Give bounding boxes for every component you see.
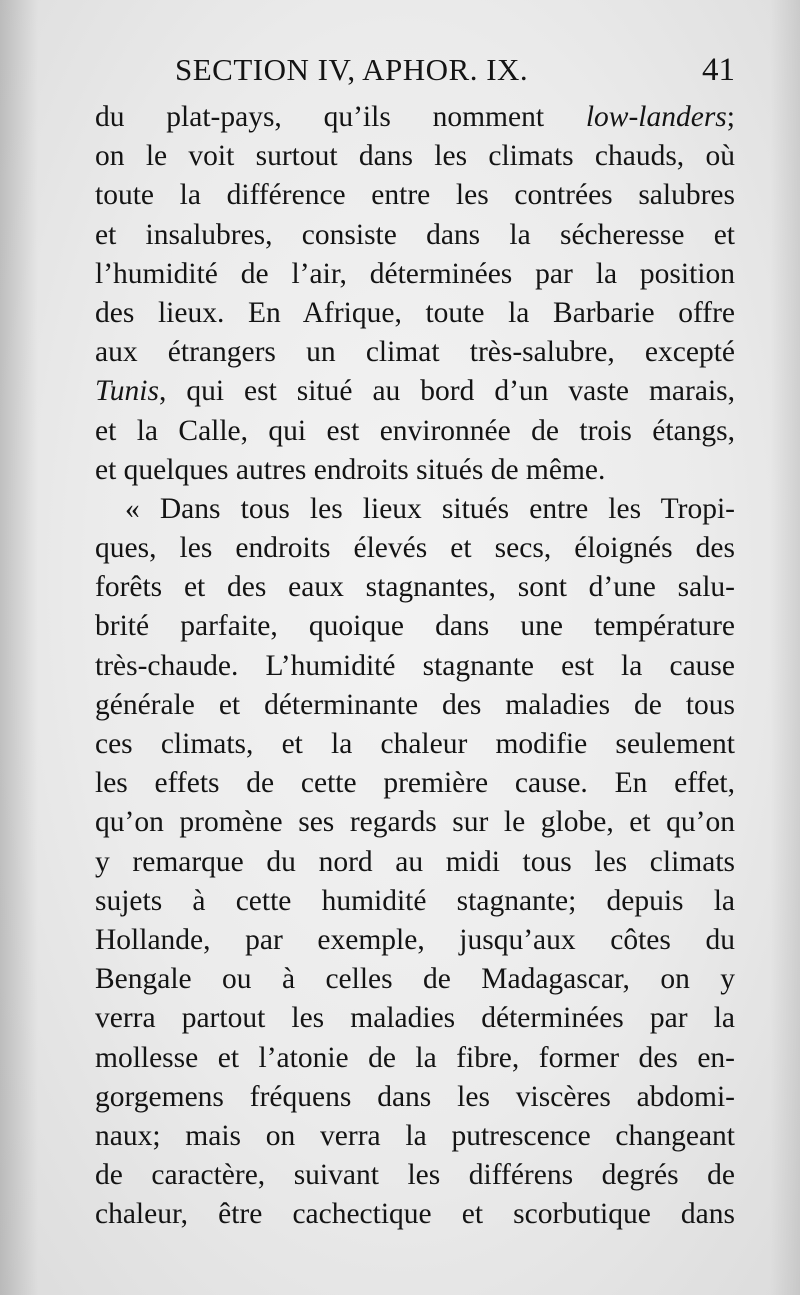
text-line: verra partout les maladies déterminées par la — [95, 1002, 735, 1035]
body-text — [95, 98, 735, 1234]
text-line: y remarque du nord au midi tous les climats — [95, 845, 735, 878]
text-line: qu’on promène ses regards sur le globe, et qu’on — [95, 806, 735, 839]
running-head: SECTION IV, APHOR. IX. — [175, 52, 529, 87]
page-number: 41 — [702, 52, 735, 88]
text-line: et insalubres, consiste dans la sécheresse et — [95, 218, 735, 251]
text-line: les effets de cette première cause. En effet, — [95, 767, 735, 800]
text-line: Tunis, qui est situé au bord d’un vaste marais, — [95, 375, 735, 408]
paragraph-start-line: « Dans tous les lieux situés entre les Tropi- — [125, 492, 735, 525]
text-line: on le voit surtout dans les climats chauds, où — [95, 140, 735, 173]
text-line: toute la différence entre les contrées salubres — [95, 179, 735, 212]
page-edge-shadow — [770, 0, 800, 1295]
text-line: brité parfaite, quoique dans une température — [95, 610, 735, 643]
text-line: aux étrangers un climat très-salubre, excepté — [95, 336, 735, 369]
page-header — [95, 48, 735, 92]
text-line: gorgemens fréquens dans les viscères abdomi- — [95, 1080, 735, 1113]
text-line: chaleur, être cachectique et scorbutique dans — [95, 1198, 735, 1231]
text-line: Hollande, par exemple, jusqu’aux côtes du — [95, 923, 735, 956]
text-line: Bengale ou à celles de Madagascar, on y — [95, 963, 735, 996]
text-line: des lieux. En Afrique, toute la Barbarie offre — [95, 296, 735, 329]
text-line: l’humidité de l’air, déterminées par la position — [95, 257, 735, 290]
text-line: naux; mais on verra la putrescence changeant — [95, 1119, 735, 1152]
text-line: sujets à cette humidité stagnante; depuis la — [95, 884, 735, 917]
text-line: très-chaude. L’humidité stagnante est la cause — [95, 649, 735, 682]
text-line: générale et déterminante des maladies de tous — [95, 688, 735, 721]
text-line: et la Calle, qui est environnée de trois étangs, — [95, 414, 735, 447]
text-line: de caractère, suivant les différens degrés de — [95, 1159, 735, 1192]
text-line: ques, les endroits élevés et secs, éloignés des — [95, 532, 735, 565]
text-line: du plat-pays, qu’ils nomment low-landers; — [95, 101, 735, 133]
text-line: et quelques autres endroits situés de même. — [95, 453, 606, 486]
text-line: mollesse et l’atonie de la fibre, former des en- — [95, 1041, 735, 1074]
text-line: ces climats, et la chaleur modifie seulement — [95, 728, 735, 760]
page-gutter-shadow — [0, 0, 38, 1295]
text-line: forêts et des eaux stagnantes, sont d’une salu- — [95, 571, 735, 604]
